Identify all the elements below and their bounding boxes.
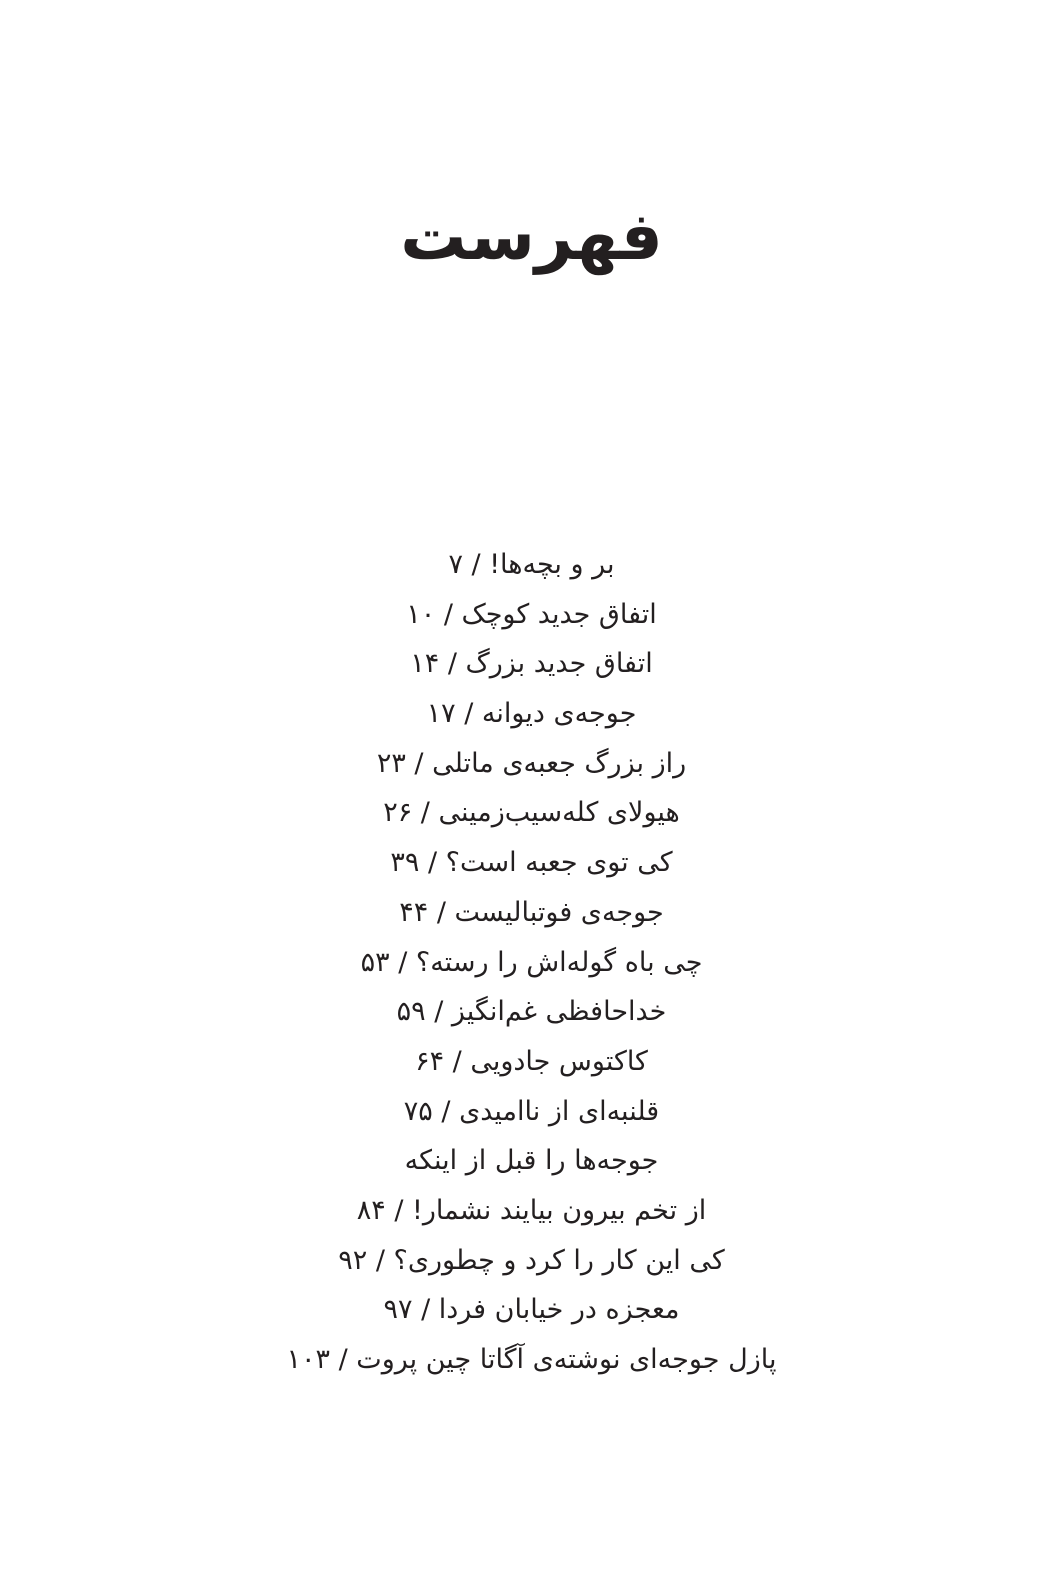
toc-entry: از تخم بیرون بیایند نشمار! / ۸۴ <box>356 1194 707 1226</box>
toc-entry: خداحافظی غم‌انگیز / ۵۹ <box>396 996 667 1028</box>
page-title: فهرست <box>400 198 663 275</box>
toc-entry: پازل جوجه‌ای نوشته‌ی آگاتا چین پروت / ۱۰۳ <box>286 1344 777 1375</box>
toc-entry: کی این کار را کرد و چطوری؟ / ۹۲ <box>338 1244 725 1276</box>
toc-entry: چی باه گوله‌اش را رسته؟ / ۵۳ <box>360 946 703 978</box>
toc-entry: بر و بچه‌ها! / ۷ <box>448 549 615 580</box>
toc-entry: جوجه‌ی فوتبالیست / ۴۴ <box>399 896 664 928</box>
toc-entry: هیولای کله‌سیب‌زمینی / ۲۶ <box>383 797 680 829</box>
toc-entry: قلنبه‌ای از ناامیدی / ۷۵ <box>403 1095 660 1127</box>
toc-entry: معجزه در خیابان فردا / ۹۷ <box>383 1294 680 1326</box>
toc-entry: راز بزرگ جعبه‌ی ماتلی / ۲۳ <box>376 747 687 779</box>
toc-entry: اتفاق جدید کوچک / ۱۰ <box>406 598 657 630</box>
table-of-contents <box>0 540 1063 1385</box>
toc-entry: اتفاق جدید بزرگ / ۱۴ <box>410 648 653 680</box>
toc-entry: کاکتوس جادویی / ۶۴ <box>415 1045 648 1077</box>
toc-entry: جوجه‌ها را قبل از اینکه <box>404 1145 659 1177</box>
toc-entry: کی توی جعبه است؟ / ۳۹ <box>390 847 673 879</box>
toc-entry: جوجه‌ی دیوانه / ۱۷ <box>426 698 637 730</box>
